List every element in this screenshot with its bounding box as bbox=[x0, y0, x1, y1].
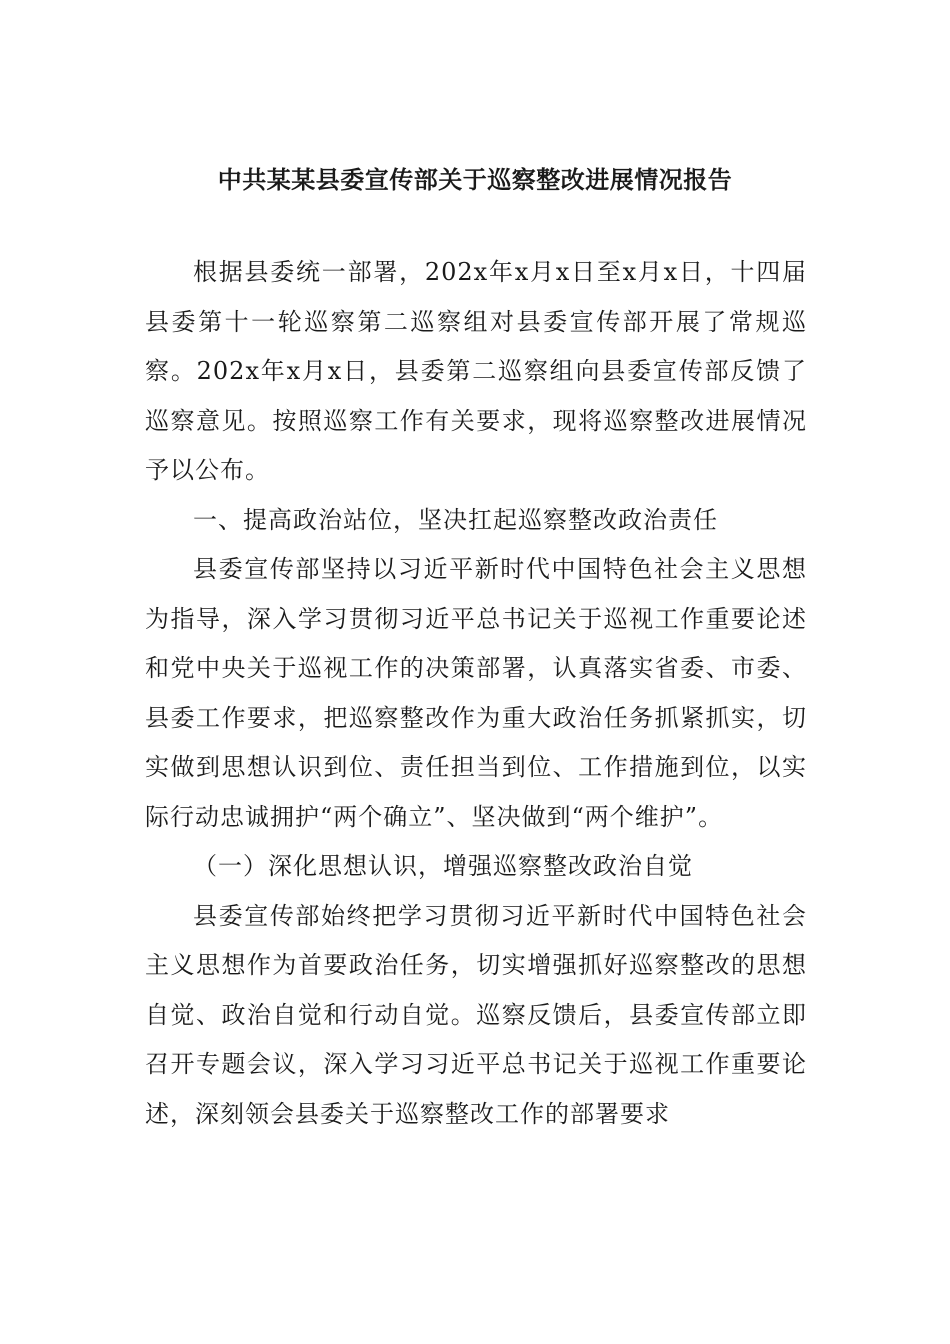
document-body bbox=[145, 248, 807, 1139]
section-heading-1: 一、提高政治站位，坚决扛起巡察整改政治责任 bbox=[193, 505, 718, 534]
subsection-heading-1: （一）深化思想认识，增强巡察整改政治自觉 bbox=[193, 852, 693, 880]
section-1-paragraph: 县委宣传部坚持以习近平新时代中国特色社会主义思想为指导，深入学习贯彻习近平总书记关于巡视工作重要论述和党中央关于巡视工作的决策部署，认真落实省委、市委、县委工作要求，把巡察整改作为重大政治任务抓紧抓实，切实做到思想认识到位、责任担当到位、工作措施到位，以实际行动忠诚拥护“两个确立”、坚决做到“两个维护”。 bbox=[145, 555, 807, 831]
subsection-1-paragraph: 县委宣传部始终把学习贯彻习近平新时代中国特色社会主义思想作为首要政治任务，切实增强抓好巡察整改的思想自觉、政治自觉和行动自觉。巡察反馈后，县委宣传部立即召开专题会议，深入学习习近平总书记关于巡视工作重要论述，深刻领会县委关于巡察整改工作的部署要求 bbox=[145, 901, 807, 1128]
intro-paragraph: 根据县委统一部署，202x年x月x日至x月x日，十四届县委第十一轮巡察第二巡察组对县委宣传部开展了常规巡察。202x年x月x日，县委第二巡察组向县委宣传部反馈了巡察意见。按照巡察工作有关要求，现将巡察整改进展情况予以公布。 bbox=[145, 258, 807, 484]
document-title: 中共某某县委宣传部关于巡察整改进展情况报告 bbox=[217, 166, 733, 194]
